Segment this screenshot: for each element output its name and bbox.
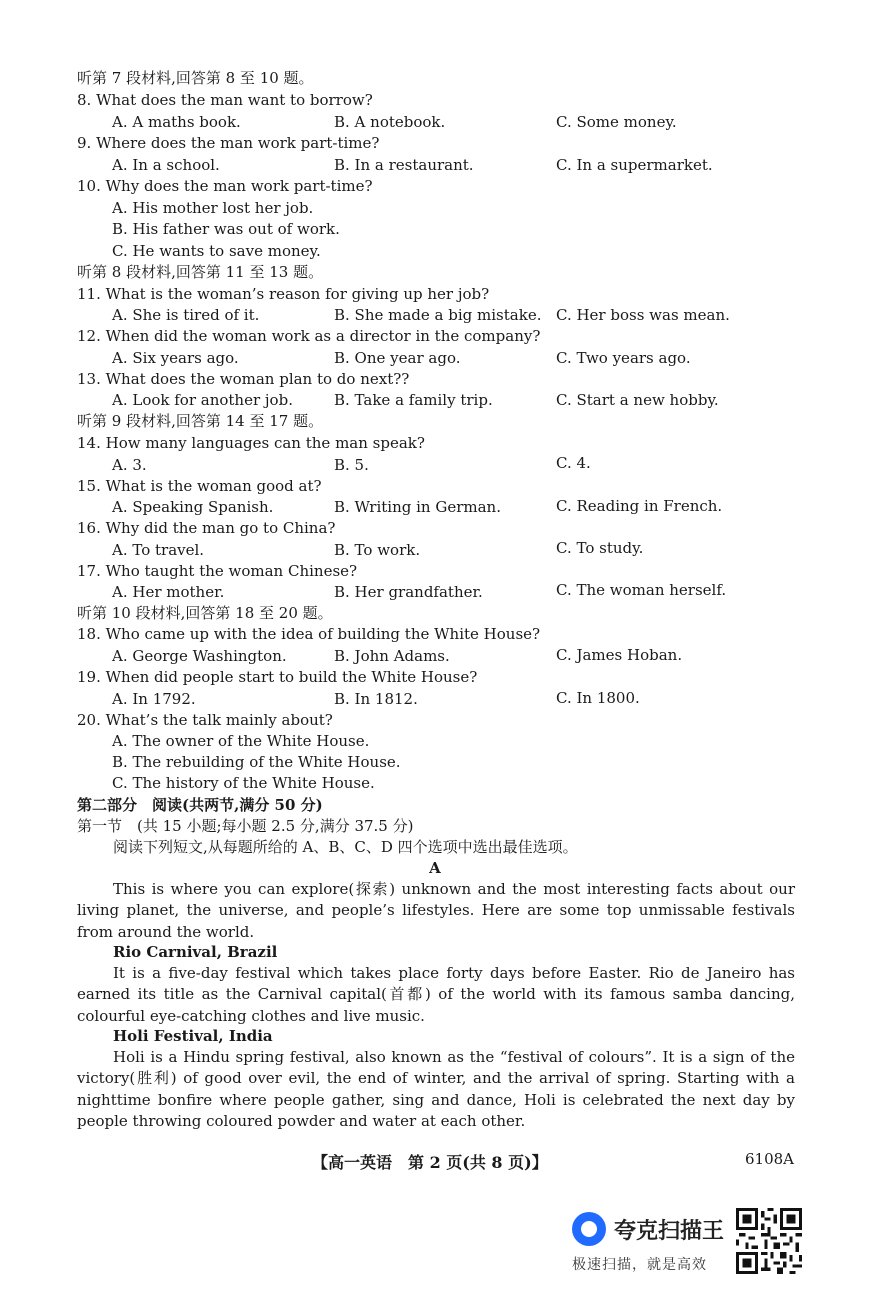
option-15b: B. Writing in German. — [334, 498, 501, 516]
question-14: 14. How many languages can the man speak? — [77, 434, 425, 452]
scanner-logo-icon — [572, 1212, 606, 1246]
question-8: 8. What does the man want to borrow? — [77, 91, 373, 109]
option-17b: B. Her grandfather. — [334, 583, 483, 601]
option-12c: C. Two years ago. — [556, 349, 691, 367]
option-11b: B. She made a big mistake. — [334, 306, 542, 324]
option-10c: C. He wants to save money. — [112, 242, 321, 260]
option-18b: B. John Adams. — [334, 647, 450, 665]
option-8b: B. A notebook. — [334, 113, 446, 131]
option-14b: B. 5. — [334, 456, 369, 474]
option-9b: B. In a restaurant. — [334, 156, 474, 174]
option-11c: C. Her boss was mean. — [556, 306, 730, 324]
question-18: 18. Who came up with the idea of building the White House? — [77, 625, 541, 643]
option-16c: C. To study. — [556, 539, 644, 557]
section-heading-9: 听第 9 段材料,回答第 14 至 17 题。 — [77, 412, 324, 430]
option-19c: C. In 1800. — [556, 689, 640, 707]
option-18a: A. George Washington. — [112, 647, 287, 665]
option-17c: C. The woman herself. — [556, 581, 727, 599]
option-13b: B. Take a family trip. — [334, 391, 493, 409]
part2-title: 第二部分 阅读(共两节,满分 50 分) — [77, 796, 323, 814]
question-17: 17. Who taught the woman Chinese? — [77, 562, 358, 580]
option-20c: C. The history of the White House. — [112, 774, 375, 792]
scanner-brand-name: 夸克扫描王 — [614, 1219, 725, 1244]
option-20b: B. The rebuilding of the White House. — [112, 753, 401, 771]
option-19b: B. In 1812. — [334, 690, 418, 708]
option-20a: A. The owner of the White House. — [112, 732, 370, 750]
exam-code: 6108A — [745, 1150, 795, 1168]
section-heading-8: 听第 8 段材料,回答第 11 至 13 题。 — [77, 263, 324, 281]
option-9a: A. In a school. — [112, 156, 220, 174]
option-13c: C. Start a new hobby. — [556, 391, 719, 409]
option-9c: C. In a supermarket. — [556, 156, 713, 174]
rio-title: Rio Carnival, Brazil — [113, 943, 278, 961]
option-16b: B. To work. — [334, 541, 421, 559]
qr-code-icon — [736, 1208, 802, 1274]
passage-label: A — [429, 859, 441, 877]
holi-text: Holi is a Hindu spring festival, also known as the “festival of colours”. It is a sign of the victory(胜利) of good over evil, the end of winter, and the arrival of spring. Starting with a nighttime bonfire where people gather, sing and dance, Holi is celebrated the next day by people throwing coloured powder and water at each other. — [77, 1048, 795, 1131]
option-12a: A. Six years ago. — [112, 349, 239, 367]
section-heading-10: 听第 10 段材料,回答第 18 至 20 题。 — [77, 604, 333, 622]
option-14a: A. 3. — [112, 456, 147, 474]
question-11: 11. What is the woman’s reason for giving up her job? — [77, 285, 490, 303]
scanner-slogan: 极速扫描，就是高效 — [572, 1257, 707, 1273]
option-16a: A. To travel. — [112, 541, 205, 559]
option-19a: A. In 1792. — [112, 690, 196, 708]
question-15: 15. What is the woman good at? — [77, 477, 322, 495]
option-15a: A. Speaking Spanish. — [112, 498, 274, 516]
passage-intro: This is where you can explore(探索) unknown and the most interesting facts about our living planet, the universe, and people’s lifestyles. Here are some top unmissable festivals from around the world. — [77, 880, 795, 941]
question-20: 20. What’s the talk mainly about? — [77, 711, 333, 729]
section-heading-7: 听第 7 段材料,回答第 8 至 10 题。 — [77, 69, 314, 87]
option-11a: A. She is tired of it. — [112, 306, 260, 324]
option-8a: A. A maths book. — [112, 113, 241, 131]
reading-instruction: 阅读下列短文,从每题所给的 A、B、C、D 四个选项中选出最佳选项。 — [113, 838, 578, 856]
question-16: 16. Why did the man go to China? — [77, 519, 336, 537]
question-19: 19. When did people start to build the White House? — [77, 668, 478, 686]
question-10: 10. Why does the man work part-time? — [77, 177, 373, 195]
question-13: 13. What does the woman plan to do next?? — [77, 370, 410, 388]
option-12b: B. One year ago. — [334, 349, 461, 367]
page-label: 【高一英语 第 2 页(共 8 页)】 — [312, 1153, 548, 1172]
option-14c: C. 4. — [556, 454, 591, 472]
option-8c: C. Some money. — [556, 113, 677, 131]
option-18c: C. James Hoban. — [556, 646, 683, 664]
option-10a: A. His mother lost her job. — [112, 199, 314, 217]
option-10b: B. His father was out of work. — [112, 220, 340, 238]
option-17a: A. Her mother. — [112, 583, 225, 601]
scanner-watermark — [572, 1210, 732, 1280]
question-9: 9. Where does the man work part-time? — [77, 134, 380, 152]
question-12: 12. When did the woman work as a director in the company? — [77, 327, 541, 345]
rio-text: It is a five-day festival which takes place forty days before Easter. Rio de Janeiro has earned its title as the Carnival capital(首都) of the world with its famous samba dancing, colourful eye-catching clothes and live music. — [77, 964, 795, 1025]
part2-section1: 第一节 (共 15 小题;每小题 2.5 分,满分 37.5 分) — [77, 817, 414, 835]
holi-title: Holi Festival, India — [113, 1027, 273, 1045]
option-15c: C. Reading in French. — [556, 497, 723, 515]
option-13a: A. Look for another job. — [112, 391, 293, 409]
